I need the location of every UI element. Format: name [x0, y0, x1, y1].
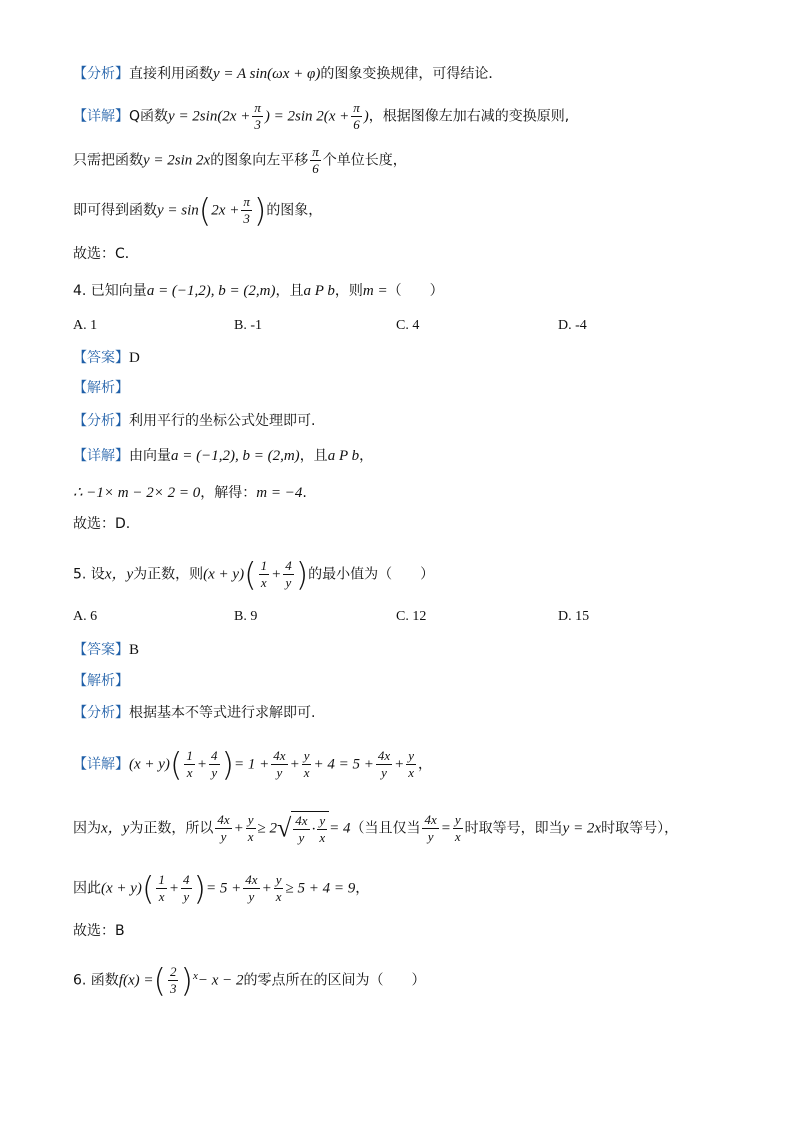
fraction [293, 813, 309, 846]
detail-text: 因为 [73, 820, 101, 837]
detail-tag: 【详解】 [73, 756, 129, 773]
formula: y = 2sin(2x + [168, 108, 251, 125]
detail-text: Q函数 [129, 108, 169, 125]
q4-stem-text: （ ） [387, 283, 444, 299]
detail-tag: 【详解】 [73, 448, 129, 464]
detail-text: 的图象向左平移 [210, 152, 309, 169]
q4-calc [73, 483, 307, 503]
numerator: 2 [169, 964, 177, 979]
detail-text: 时取等号，即当 [464, 820, 563, 837]
plus: + [271, 566, 282, 583]
numerator: 4 [285, 558, 292, 573]
numerator: 4x [295, 813, 308, 828]
right-paren: ) [180, 961, 193, 1000]
fraction [317, 813, 327, 846]
formula: ≥ 5 + 4 = 9 [285, 880, 356, 897]
formula: a = (−1,2), b = (2,m) [146, 283, 276, 299]
detail-text: 即可得到函数 [73, 202, 157, 219]
detail-text: 因此 [73, 880, 101, 897]
denominator: y [183, 889, 190, 904]
numerator: π [254, 100, 261, 115]
q5-stem-text: 5. 设 [73, 566, 105, 583]
detail-text: 的图象， [266, 202, 323, 219]
fraction [259, 558, 270, 591]
numerator: 4x [424, 812, 437, 827]
denominator: 3 [254, 117, 261, 132]
numerator: π [243, 194, 250, 209]
q6-stem [73, 961, 426, 1000]
formula: − x − 2 [197, 972, 244, 989]
answer-tag: 【答案】 [73, 350, 129, 366]
formula: + 4 = 5 + [313, 756, 374, 773]
fraction [274, 872, 284, 905]
denominator: x [319, 830, 326, 845]
choose-c: 故选：C． [73, 246, 139, 262]
detail-text: 个单位长度， [322, 152, 407, 169]
denominator: x [408, 765, 415, 780]
analysis-tag: 【分析】 [73, 705, 129, 721]
detail-tag: 【详解】 [73, 108, 129, 125]
numerator: 4x [377, 748, 391, 763]
fraction [241, 194, 252, 227]
q5-detail-1 [73, 745, 433, 784]
analysis-text: 的图象变换规律，可得结论． [320, 66, 503, 82]
fraction [252, 100, 263, 133]
formula: ) = 2sin 2(x + [264, 108, 350, 125]
fraction [246, 812, 256, 845]
fraction [271, 748, 287, 781]
denominator: y [248, 889, 255, 904]
right-paren: ) [295, 555, 309, 594]
left-paren: ( [153, 961, 166, 1000]
detail-text: ，且 [299, 448, 328, 464]
fraction [209, 748, 220, 781]
detail-text: ， [418, 756, 433, 773]
q4-option-a: A. 1 [73, 318, 98, 333]
formula: x，y [101, 820, 130, 837]
left-paren: ( [198, 191, 212, 230]
q4-detail [73, 446, 373, 466]
detail-text: （当且仅当 [350, 820, 421, 837]
answer-tag: 【答案】 [73, 642, 129, 658]
formula: = 1 + [234, 756, 270, 773]
detail-text: ， [355, 880, 370, 897]
q4-option-d: D. -4 [558, 318, 587, 333]
detail-text: 时取等号）， [601, 820, 679, 837]
formula: y = 2x [562, 820, 602, 837]
formula: ) [363, 108, 369, 125]
right-paren: ) [193, 869, 207, 908]
analysis-text: 根据基本不等式进行求解即可. [129, 705, 316, 721]
shift-line [73, 144, 407, 177]
left-paren: ( [141, 869, 155, 908]
denominator: x [454, 829, 461, 844]
fraction [351, 100, 362, 133]
fraction [376, 748, 392, 781]
formula: ≥ 2 [257, 820, 277, 837]
fraction [422, 812, 438, 845]
denominator: x [275, 889, 282, 904]
formula: a P b [303, 283, 335, 299]
right-paren: ) [253, 191, 267, 230]
formula: x，y [104, 566, 134, 583]
formula: (x + y) [101, 880, 142, 897]
q5-option-d: D. 15 [558, 609, 590, 624]
fraction [168, 964, 179, 997]
formula: f(x) = [118, 972, 154, 989]
numerator: y [408, 748, 415, 763]
numerator: 4x [273, 748, 286, 763]
formula: a P b [327, 448, 360, 464]
numerator: 1 [186, 748, 193, 763]
formula: 2x + [211, 202, 240, 219]
q5-option-c: C. 12 [396, 609, 427, 624]
right-paren: ) [221, 745, 235, 784]
q5-stem-text: 为正数，则 [133, 566, 204, 583]
denominator: y [381, 765, 387, 780]
analysis-text: 直接利用函数 [129, 66, 213, 82]
detail-text: 只需把函数 [73, 152, 143, 169]
denominator: y [427, 829, 434, 844]
numerator: 4 [211, 748, 218, 763]
denominator: y [285, 575, 292, 590]
detail-text: ，根据图像左加右减的变换原则, [368, 108, 570, 125]
q5-stem-text: 的最小值为（ ） [308, 566, 435, 583]
denominator: 3 [169, 981, 177, 996]
denominator: x [247, 829, 254, 844]
fraction [453, 812, 463, 845]
fraction [215, 812, 231, 845]
numerator: π [312, 144, 319, 159]
denominator: y [276, 765, 283, 780]
fraction [406, 748, 416, 781]
formula: ∴ −1× m − 2× 2 = 0 [73, 485, 201, 501]
plus: + [394, 756, 405, 773]
numerator: y [319, 813, 326, 828]
q4-stem-text: ，且 [275, 283, 304, 299]
detail-text: . [302, 485, 307, 501]
q4-jiexi: 【解析】 [73, 380, 129, 396]
q4-option-b: B. -1 [234, 318, 262, 333]
sqrt-body [291, 811, 329, 846]
q5-option-a: A. 6 [73, 609, 98, 624]
analysis-text: 利用平行的坐标公式处理即可. [129, 413, 316, 429]
numerator: 4 [183, 872, 190, 887]
detail-text: 由向量 [129, 448, 171, 464]
denominator: 3 [243, 211, 250, 226]
denominator: x [158, 889, 165, 904]
q5-detail-3 [73, 869, 370, 908]
q4-stem-text: 4. 已知向量 [73, 283, 147, 299]
fraction [310, 144, 321, 177]
denominator: 6 [353, 117, 360, 132]
fraction [243, 872, 259, 905]
fraction [184, 748, 195, 781]
exponent: x [192, 969, 198, 982]
plus: + [289, 756, 300, 773]
q4-option-c: C. 4 [396, 318, 420, 333]
q4-stem-text: ，则 [334, 283, 363, 299]
numerator: 1 [158, 872, 165, 887]
fraction [181, 872, 192, 905]
fraction [302, 748, 312, 781]
left-paren: ( [169, 745, 183, 784]
denominator: y [220, 829, 227, 844]
detail-text: ，解得： [200, 485, 257, 501]
formula: (x + y) [129, 756, 170, 773]
formula: (x + y) [203, 566, 245, 583]
get-line [73, 191, 323, 230]
denominator: y [211, 765, 218, 780]
numerator: 1 [260, 558, 268, 573]
numerator: 4x [245, 872, 258, 887]
formula: y = sin [157, 202, 199, 219]
formula: y = A sin(ωx + φ) [213, 66, 321, 82]
dot: · [311, 821, 316, 838]
numerator: π [353, 100, 360, 115]
formula: m = [362, 283, 388, 299]
q6-stem-text: 6. 函数 [73, 972, 119, 989]
denominator: x [186, 765, 193, 780]
q5-detail-2 [73, 811, 678, 846]
plus: + [196, 756, 208, 773]
q5-option-b: B. 9 [234, 609, 258, 624]
left-paren: ( [244, 555, 257, 594]
plus: + [168, 880, 180, 897]
q5-jiexi: 【解析】 [73, 673, 129, 689]
answer-value: B [129, 642, 140, 658]
denominator: x [303, 765, 310, 780]
formula: = 4 [329, 820, 351, 837]
q4-answer [73, 348, 140, 368]
detail-text: 为正数，所以 [129, 820, 214, 837]
formula: a = (−1,2), b = (2,m) [171, 448, 300, 464]
q5-analysis [73, 703, 315, 723]
numerator: y [275, 872, 282, 887]
q4-analysis [73, 411, 315, 431]
fraction [283, 558, 294, 591]
analysis-tag: 【分析】 [73, 66, 129, 82]
q5-stem [73, 555, 435, 594]
denominator: x [260, 575, 267, 590]
numerator: y [247, 812, 254, 827]
numerator: y [303, 748, 310, 763]
formula: = [440, 820, 451, 837]
detail-text: ， [359, 448, 374, 464]
formula: = 5 + [206, 880, 242, 897]
denominator: 6 [312, 161, 319, 176]
numerator: y [454, 812, 461, 827]
plus: + [261, 880, 272, 897]
sqrt-sign: √ [277, 813, 292, 843]
q5-answer [73, 640, 139, 660]
numerator: 4x [217, 812, 230, 827]
answer-value: D [129, 350, 140, 366]
formula: m = −4 [256, 485, 303, 501]
q6-stem-text: 的零点所在的区间为（ ） [243, 972, 426, 989]
q4-stem [73, 281, 444, 301]
denominator: y [298, 830, 305, 845]
prev-analysis-line [73, 64, 502, 84]
plus: + [233, 820, 244, 837]
prev-detail-line [73, 100, 569, 133]
fraction [156, 872, 167, 905]
q4-choose: 故选：D. [73, 516, 131, 532]
formula: y = 2sin 2x [143, 152, 211, 169]
analysis-tag: 【分析】 [73, 413, 129, 429]
q5-choose: 故选：B [73, 923, 125, 939]
